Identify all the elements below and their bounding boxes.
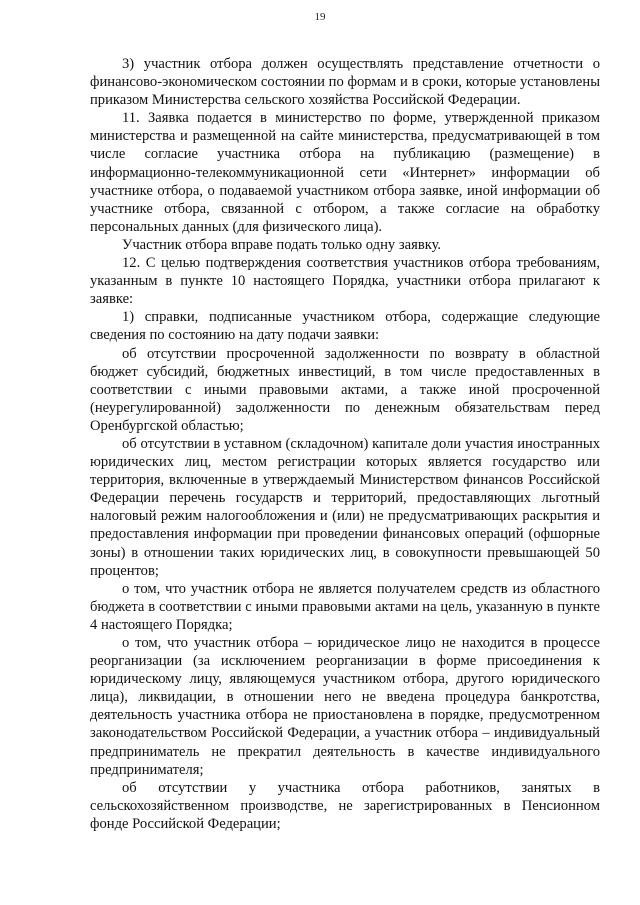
paragraph-item-1-certificates: 1) справки, подписанные участником отбора, содержащие следующие сведения по состоянию на дату подачи заявки: bbox=[90, 309, 600, 344]
paragraph-single-application: Участник отбора вправе подать только одну заявку. bbox=[122, 236, 442, 253]
paragraph-no-unregistered-workers: об отсутствии у участника отбора работников, занятых в сельскохозяйственном производстве, не зарегистрированных в Пенсионном фонде Российской Федерации; bbox=[90, 779, 600, 832]
paragraph-no-reorganization: о том, что участник отбора – юридическое лицо не находится в процессе реорганизации (за исключением реорганизации в форме присоединения к юридическому лицу, являющемуся участником отбора, другого юридического лица), ликвидации, в отношении него не введена процедура банкротства, деятельность участника отбора не приостановлена в порядке, предусмотренном законодательством Российской Федерации, а участник отбора – индивидуальный предприниматель не прекратил деятельность в качестве индивидуального предпринимателя; bbox=[90, 635, 600, 778]
paragraph-item-3-reporting: 3) участник отбора должен осуществлять представление отчетности о финансово-экономическом состоянии по формам и в сроки, которые установлены приказом Министерства сельского хозяйства Российской Федерации. bbox=[90, 56, 600, 109]
document-body bbox=[90, 55, 600, 833]
paragraph-no-overdue-debt: об отсутствии просроченной задолженности по возврату в областной бюджет субсидий, бюджетных инвестиций, в том числе предоставленных в соответствии с иными правовыми актами, а также иной просроченной (неурегулированной) задолженности по денежным обязательствам перед Оренбургской областью; bbox=[90, 345, 600, 434]
paragraph-section-11-application: 11. Заявка подается в министерство по форме, утвержденной приказом министерства и размещенной на сайте министерства, предусматривающей в том числе согласие участника отбора на публикацию (размещение) в информационно-телекоммуникационной сети «Интернет» информации об участнике отбора, о подаваемой участником отбора заявке, иной информации об участнике отбора, связанной с отбором, а также согласие на обработку персональных данных (для физического лица). bbox=[90, 110, 600, 235]
page-number: 19 bbox=[314, 11, 326, 23]
paragraph-no-foreign-share: об отсутствии в уставном (складочном) капитале доли участия иностранных юридических лиц, местом регистрации которых является государство или территория, включенные в утверждаемый Министерством финансов Российской Федерации перечень государств и территорий, предоставляющих льготный налоговый режим налогообложения и (или) не предусматривающих раскрытия и предоставления информации при проведении финансовых операций (офшорные зоны) в отношении таких юридических лиц, в совокупности превышающей 50 процентов; bbox=[90, 435, 600, 579]
paragraph-not-recipient: о том, что участник отбора не является получателем средств из областного бюджета в соответствии с иными правовыми актами на цель, указанную в пункте 4 настоящего Порядка; bbox=[90, 580, 600, 633]
paragraph-section-12-documents: 12. С целью подтверждения соответствия участников отбора требованиям, указанным в пункте 10 настоящего Порядка, участники отбора прилагают к заявке: bbox=[90, 255, 600, 308]
